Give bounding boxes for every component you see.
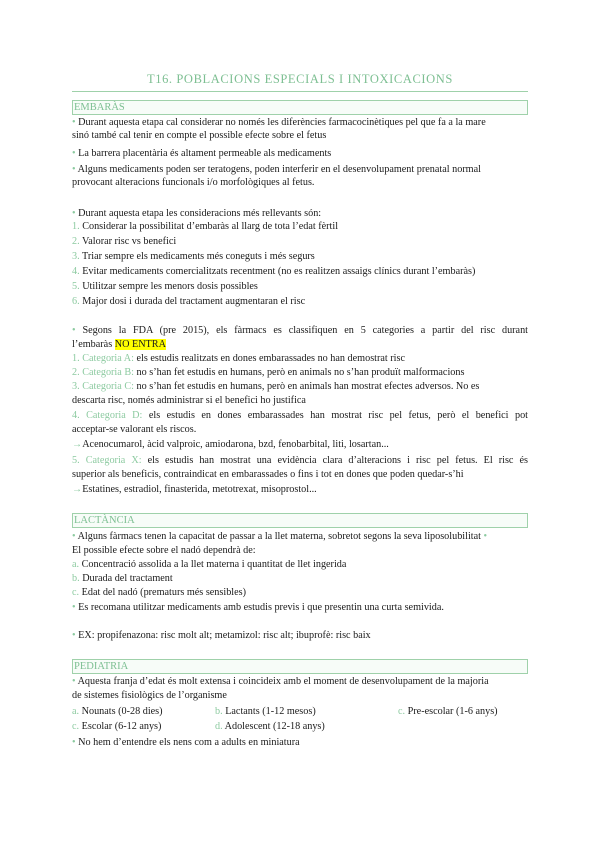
list-letter: c.	[72, 587, 80, 598]
age-item	[398, 705, 498, 718]
highlight-note: NO ENTRA	[114, 339, 166, 350]
category-label: 1. Categoria A:	[72, 353, 134, 364]
pediatria-line: de sistemes fisiològics de l’organisme	[72, 690, 227, 701]
list-item	[72, 235, 528, 248]
age-row	[72, 720, 528, 733]
fda-paragraph-line	[72, 338, 528, 351]
paragraph-text: EX: propifenazona: risc molt alt; metamizol: risc alt; ibuprofè: risc baix	[78, 630, 371, 641]
paragraph-text: Es recomana utilitzar medicaments amb estudis previs i que presentin una curta semivida.	[78, 602, 444, 613]
examples-line	[72, 438, 528, 451]
list-text: Durada del tractament	[82, 573, 173, 584]
list-number: 2.	[72, 236, 80, 247]
list-item	[72, 220, 528, 233]
bullet-marker: •	[72, 148, 76, 159]
lactancia-line	[72, 629, 528, 642]
list-letter: b.	[72, 573, 80, 584]
title-divider	[72, 91, 528, 92]
paragraph-text: sinó també cal tenir en compte el possible efecte sobre el fetus	[72, 130, 327, 141]
list-text: Pre-escolar (1-6 anys)	[407, 706, 498, 717]
list-item	[72, 280, 528, 293]
list-letter: b.	[215, 706, 223, 717]
category-label: 2. Categoria B:	[72, 367, 134, 378]
age-item	[215, 720, 325, 733]
list-text: Adolescent (12-18 anys)	[224, 721, 325, 732]
examples-text: Acenocumarol, àcid valproic, amiodarona, bzd, fenobarbital, liti, losartan...	[82, 439, 389, 450]
list-letter: a.	[72, 706, 80, 717]
list-number: 4.	[72, 266, 80, 277]
list-text: Concentració assolida a la llet materna i quantitat de llet ingerida	[81, 559, 347, 570]
category-text: els estudis en dones embarassades han mostrat risc pel fetus, però el benefici pot	[148, 410, 528, 421]
list-item	[72, 265, 528, 278]
category-text: no s’han fet estudis en humans, però en animals no s’han produït malformacions	[136, 367, 465, 378]
bullet-marker: •	[72, 208, 76, 219]
paragraph-text: Alguns fàrmacs tenen la capacitat de passar a la llet materna, sobretot segons la seva liposolubilitat	[77, 531, 481, 542]
embaras-intro-line	[72, 147, 528, 160]
list-number: 1.	[72, 221, 80, 232]
factor-item	[72, 586, 528, 599]
category-text: no s’han fet estudis en humans, però en animals han mostrat efectes adversos. No es	[136, 381, 480, 392]
list-text: Major dosi i durada del tractament augmentaran el risc	[82, 296, 306, 307]
paragraph-text: Durant aquesta etapa cal considerar no només les diferències farmacocinètiques pel que fa a la mare	[78, 117, 486, 128]
factor-item	[72, 558, 528, 571]
embaras-intro-line	[72, 116, 528, 129]
paragraph-text: Alguns medicaments poden ser teratogens, poden interferir en el desenvolupament prenatal normal	[77, 164, 481, 175]
bullet-marker: •	[72, 630, 76, 641]
list-text: Escolar (6-12 anys)	[81, 721, 162, 732]
list-text: Valorar risc vs benefici	[82, 236, 177, 247]
arrow-icon: →	[72, 484, 83, 495]
embaras-intro-line	[72, 129, 528, 142]
fda-paragraph-line	[72, 324, 528, 337]
list-letter: c.	[398, 706, 406, 717]
age-item	[72, 706, 163, 717]
lactancia-line: El possible efecte sobre el nadó dependrà de:	[72, 545, 256, 556]
paragraph-text: No hem d’entendre els nens com a adults en miniatura	[78, 737, 300, 748]
paragraph-text: La barrera placentària és altament permeable als medicaments	[78, 148, 332, 159]
bullet-marker: •	[72, 676, 76, 687]
list-number: 6.	[72, 296, 80, 307]
factor-item	[72, 572, 528, 585]
category-item	[72, 454, 528, 467]
list-text: Edat del nadó (prematurs més sensibles)	[81, 587, 246, 598]
examples-text: Estatines, estradiol, finasterida, metotrexat, misoprostol...	[82, 484, 317, 495]
category-label: 5. Categoria X:	[72, 455, 142, 466]
list-item	[72, 250, 528, 263]
category-item	[72, 409, 528, 422]
bullet-marker: •	[72, 602, 76, 613]
list-letter: c.	[72, 721, 80, 732]
list-letter: a.	[72, 559, 80, 570]
list-letter: d.	[215, 721, 223, 732]
category-item	[72, 380, 528, 393]
lactancia-line	[72, 530, 528, 543]
category-label: 3. Categoria C:	[72, 381, 134, 392]
list-text: Lactants (1-12 mesos)	[225, 706, 316, 717]
list-text: Triar sempre els medicaments més coneguts i més segurs	[82, 251, 315, 262]
category-item	[72, 366, 528, 379]
category-text: els estudis realitzats en dones embarassades no han demostrat risc	[136, 353, 405, 364]
list-text: Utilitzar sempre les menors dosis possibles	[82, 281, 258, 292]
bullet-marker: •	[72, 164, 76, 175]
list-number: 5.	[72, 281, 80, 292]
section-header-pediatria: PEDIATRIA	[72, 659, 528, 674]
list-text: Evitar medicaments comercialitzats recentment (no es realitzen assaigs clínics durant l’embaràs)	[82, 266, 476, 277]
considerations-intro	[72, 207, 528, 220]
embaras-intro-line	[72, 163, 528, 176]
section-header-lactancia: LACTÀNCIA	[72, 513, 528, 528]
paragraph-text: provocant alteracions funcionals i/o morfològiques al fetus.	[72, 177, 315, 188]
category-text: els estudis han mostrat una evidència clara d’alteracions i risc pel fetus. El risc és	[147, 455, 528, 466]
lactancia-line	[72, 601, 528, 614]
list-text: Considerar la possibilitat d’embaràs al llarg de tota l’edat fèrtil	[82, 221, 339, 232]
paragraph-text: Aquesta franja d’edat és molt extensa i coincideix amb el moment de desenvolupament de la majoria	[77, 676, 489, 687]
list-number: 3.	[72, 251, 80, 262]
list-text: Nounats (0-28 dies)	[81, 706, 163, 717]
category-label: 4. Categoria D:	[72, 410, 143, 421]
section-header-embaras: EMBARÀS	[72, 100, 528, 115]
examples-line	[72, 483, 528, 496]
age-item	[72, 721, 161, 732]
pediatria-line	[72, 736, 528, 749]
bullet-marker: •	[483, 531, 488, 542]
paragraph-text: Durant aquesta etapa les consideracions més rellevants són:	[78, 208, 322, 219]
page-title: T16. POBLACIONS ESPECIALS I INTOXICACIONS	[147, 72, 453, 86]
bullet-marker: •	[72, 117, 76, 128]
paragraph-text: Segons la FDA (pre 2015), els fàrmacs es classifiquen en 5 categories a partir del risc durant	[82, 325, 528, 336]
arrow-icon: →	[72, 439, 83, 450]
pediatria-line	[72, 675, 528, 688]
age-row	[72, 705, 528, 718]
list-item	[72, 295, 528, 308]
category-continuation: descarta risc, només administrar si el benefici ho justifica	[72, 395, 306, 406]
paragraph-text: l’embaràs	[72, 339, 113, 350]
embaras-intro-line	[72, 176, 528, 189]
category-item	[72, 352, 528, 365]
bullet-marker: •	[72, 737, 76, 748]
category-continuation: acceptar-se valorant els riscos.	[72, 424, 197, 435]
category-continuation: superior als beneficis, contraindicat en embarassades o fins i tot en dones que poden quedar-s’hi	[72, 469, 464, 480]
bullet-marker: •	[72, 325, 76, 336]
bullet-marker: •	[72, 531, 76, 542]
age-item	[215, 705, 316, 718]
